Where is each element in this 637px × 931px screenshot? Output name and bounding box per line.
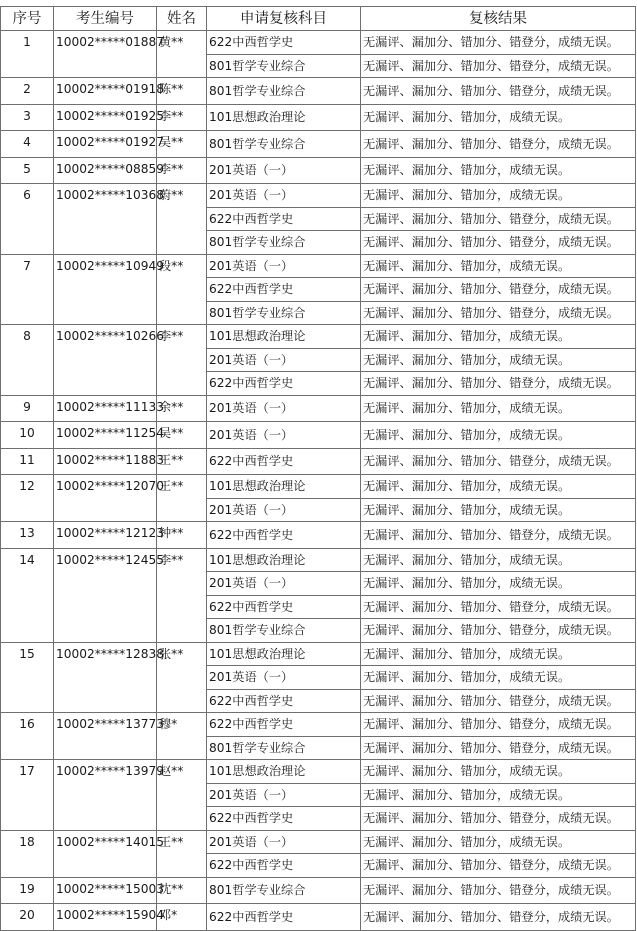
cell-subject: 801哲学专业综合 <box>207 78 361 105</box>
table-row <box>1 548 636 572</box>
cell-subject: 622中西哲学史 <box>207 522 361 549</box>
cell-name: 李** <box>157 104 207 131</box>
cell-subject: 801哲学专业综合 <box>207 131 361 158</box>
cell-subject: 622中西哲学史 <box>207 448 361 475</box>
table-row <box>1 325 636 349</box>
table-row <box>1 78 636 105</box>
cell-name: 陈** <box>157 78 207 105</box>
cell-seq: 9 <box>1 395 54 422</box>
cell-exam-id: 10002*****01887 <box>54 31 157 78</box>
cell-exam-id: 10002*****11883 <box>54 448 157 475</box>
cell-result: 无漏评、漏加分、错加分、错登分，成绩无误。 <box>361 78 636 105</box>
cell-subject: 201英语（一） <box>207 395 361 422</box>
cell-name: 钟** <box>157 522 207 549</box>
cell-exam-id: 10002*****11254 <box>54 422 157 449</box>
cell-subject: 101思想政治理论 <box>207 475 361 499</box>
cell-subject: 201英语（一） <box>207 830 361 854</box>
cell-seq: 5 <box>1 157 54 184</box>
cell-result: 无漏评、漏加分、错加分、错登分，成绩无误。 <box>361 231 636 255</box>
cell-name: 王** <box>157 830 207 877</box>
cell-subject: 622中西哲学史 <box>207 689 361 713</box>
cell-result: 无漏评、漏加分、错加分、错登分，成绩无误。 <box>361 736 636 760</box>
cell-seq: 3 <box>1 104 54 131</box>
cell-subject: 801哲学专业综合 <box>207 877 361 904</box>
cell-result: 无漏评、漏加分、错加分，成绩无误。 <box>361 104 636 131</box>
cell-name: 吴** <box>157 131 207 158</box>
table-row <box>1 184 636 208</box>
cell-subject: 101思想政治理论 <box>207 642 361 666</box>
table-row <box>1 904 636 931</box>
table-row <box>1 448 636 475</box>
cell-seq: 14 <box>1 548 54 642</box>
cell-result: 无漏评、漏加分、错加分，成绩无误。 <box>361 348 636 372</box>
table-row <box>1 475 636 499</box>
cell-name: 李** <box>157 325 207 396</box>
cell-name: 邓* <box>157 904 207 931</box>
header-seq: 序号 <box>1 7 54 31</box>
cell-subject: 201英语（一） <box>207 157 361 184</box>
cell-subject: 101思想政治理论 <box>207 548 361 572</box>
table-row <box>1 395 636 422</box>
table-row <box>1 157 636 184</box>
cell-exam-id: 10002*****12123 <box>54 522 157 549</box>
cell-result: 无漏评、漏加分、错加分，成绩无误。 <box>361 325 636 349</box>
cell-exam-id: 10002*****15003 <box>54 877 157 904</box>
cell-result: 无漏评、漏加分、错加分，成绩无误。 <box>361 760 636 784</box>
header-exam-id: 考生编号 <box>54 7 157 31</box>
table-row <box>1 254 636 278</box>
cell-subject: 201英语（一） <box>207 254 361 278</box>
cell-name: 吴** <box>157 422 207 449</box>
cell-subject: 622中西哲学史 <box>207 854 361 878</box>
header-row <box>1 7 636 31</box>
cell-result: 无漏评、漏加分、错加分、错登分，成绩无误。 <box>361 54 636 78</box>
table-row <box>1 422 636 449</box>
cell-result: 无漏评、漏加分、错加分、错登分，成绩无误。 <box>361 619 636 643</box>
cell-result: 无漏评、漏加分、错加分、错登分，成绩无误。 <box>361 372 636 396</box>
cell-seq: 11 <box>1 448 54 475</box>
cell-result: 无漏评、漏加分、错加分、错登分，成绩无误。 <box>361 448 636 475</box>
cell-name: 余** <box>157 395 207 422</box>
cell-subject: 622中西哲学史 <box>207 207 361 231</box>
cell-subject: 801哲学专业综合 <box>207 619 361 643</box>
cell-seq: 18 <box>1 830 54 877</box>
cell-result: 无漏评、漏加分、错加分，成绩无误。 <box>361 783 636 807</box>
cell-subject: 801哲学专业综合 <box>207 301 361 325</box>
cell-seq: 10 <box>1 422 54 449</box>
cell-seq: 15 <box>1 642 54 713</box>
cell-seq: 1 <box>1 31 54 78</box>
cell-subject: 622中西哲学史 <box>207 713 361 737</box>
cell-name: 赵** <box>157 760 207 831</box>
cell-subject: 201英语（一） <box>207 783 361 807</box>
cell-result: 无漏评、漏加分、错加分、错登分，成绩无误。 <box>361 207 636 231</box>
header-result: 复核结果 <box>361 7 636 31</box>
table-row <box>1 104 636 131</box>
cell-exam-id: 10002*****10949 <box>54 254 157 325</box>
table-row <box>1 830 636 854</box>
cell-subject: 101思想政治理论 <box>207 104 361 131</box>
table-row <box>1 522 636 549</box>
cell-subject: 622中西哲学史 <box>207 278 361 302</box>
cell-result: 无漏评、漏加分、错加分，成绩无误。 <box>361 184 636 208</box>
cell-subject: 201英语（一） <box>207 422 361 449</box>
cell-seq: 6 <box>1 184 54 255</box>
header-subject: 申请复核科目 <box>207 7 361 31</box>
cell-exam-id: 10002*****15904 <box>54 904 157 931</box>
cell-subject: 201英语（一） <box>207 184 361 208</box>
cell-result: 无漏评、漏加分、错加分、错登分，成绩无误。 <box>361 595 636 619</box>
cell-result: 无漏评、漏加分、错加分、错登分，成绩无误。 <box>361 301 636 325</box>
cell-result: 无漏评、漏加分、错加分，成绩无误。 <box>361 395 636 422</box>
cell-exam-id: 10002*****11133 <box>54 395 157 422</box>
cell-exam-id: 10002*****12838 <box>54 642 157 713</box>
cell-result: 无漏评、漏加分、错加分、错登分，成绩无误。 <box>361 854 636 878</box>
table-row <box>1 713 636 737</box>
cell-exam-id: 10002*****01918 <box>54 78 157 105</box>
cell-result: 无漏评、漏加分、错加分，成绩无误。 <box>361 642 636 666</box>
cell-result: 无漏评、漏加分、错加分，成绩无误。 <box>361 498 636 522</box>
cell-exam-id: 10002*****13979 <box>54 760 157 831</box>
cell-result: 无漏评、漏加分、错加分、错登分，成绩无误。 <box>361 713 636 737</box>
cell-subject: 622中西哲学史 <box>207 31 361 55</box>
cell-exam-id: 10002*****12455 <box>54 548 157 642</box>
cell-name: 段** <box>157 254 207 325</box>
cell-name: 沈** <box>157 877 207 904</box>
cell-exam-id: 10002*****14015 <box>54 830 157 877</box>
cell-result: 无漏评、漏加分、错加分、错登分，成绩无误。 <box>361 522 636 549</box>
cell-name: 李** <box>157 548 207 642</box>
header-name: 姓名 <box>157 7 207 31</box>
cell-name: 王** <box>157 448 207 475</box>
cell-name: 穆* <box>157 713 207 760</box>
cell-subject: 201英语（一） <box>207 572 361 596</box>
cell-seq: 20 <box>1 904 54 931</box>
table-row <box>1 131 636 158</box>
cell-result: 无漏评、漏加分、错加分、错登分，成绩无误。 <box>361 877 636 904</box>
cell-seq: 16 <box>1 713 54 760</box>
cell-name: 蔚** <box>157 184 207 255</box>
cell-result: 无漏评、漏加分、错加分，成绩无误。 <box>361 666 636 690</box>
cell-subject: 801哲学专业综合 <box>207 231 361 255</box>
cell-seq: 19 <box>1 877 54 904</box>
cell-exam-id: 10002*****10368 <box>54 184 157 255</box>
cell-exam-id: 10002*****13773 <box>54 713 157 760</box>
cell-seq: 4 <box>1 131 54 158</box>
cell-result: 无漏评、漏加分、错加分，成绩无误。 <box>361 548 636 572</box>
table-row <box>1 877 636 904</box>
cell-exam-id: 10002*****12070 <box>54 475 157 522</box>
cell-subject: 201英语（一） <box>207 498 361 522</box>
cell-result: 无漏评、漏加分、错加分、错登分，成绩无误。 <box>361 31 636 55</box>
cell-subject: 622中西哲学史 <box>207 807 361 831</box>
cell-seq: 8 <box>1 325 54 396</box>
cell-subject: 801哲学专业综合 <box>207 54 361 78</box>
cell-seq: 17 <box>1 760 54 831</box>
cell-result: 无漏评、漏加分、错加分，成绩无误。 <box>361 572 636 596</box>
cell-name: 李** <box>157 157 207 184</box>
cell-subject: 622中西哲学史 <box>207 595 361 619</box>
cell-result: 无漏评、漏加分、错加分，成绩无误。 <box>361 157 636 184</box>
cell-subject: 101思想政治理论 <box>207 325 361 349</box>
cell-seq: 2 <box>1 78 54 105</box>
cell-name: 黄** <box>157 31 207 78</box>
cell-exam-id: 10002*****01925 <box>54 104 157 131</box>
cell-result: 无漏评、漏加分、错加分，成绩无误。 <box>361 830 636 854</box>
table-body <box>1 31 636 931</box>
table-row <box>1 760 636 784</box>
cell-subject: 801哲学专业综合 <box>207 736 361 760</box>
cell-subject: 201英语（一） <box>207 666 361 690</box>
cell-result: 无漏评、漏加分、错加分，成绩无误。 <box>361 254 636 278</box>
cell-result: 无漏评、漏加分、错加分、错登分，成绩无误。 <box>361 904 636 931</box>
cell-seq: 12 <box>1 475 54 522</box>
cell-subject: 201英语（一） <box>207 348 361 372</box>
cell-result: 无漏评、漏加分、错加分、错登分，成绩无误。 <box>361 278 636 302</box>
cell-subject: 622中西哲学史 <box>207 904 361 931</box>
table-row <box>1 31 636 55</box>
cell-name: 王** <box>157 475 207 522</box>
cell-seq: 7 <box>1 254 54 325</box>
cell-exam-id: 10002*****10266 <box>54 325 157 396</box>
cell-result: 无漏评、漏加分、错加分、错登分，成绩无误。 <box>361 807 636 831</box>
cell-name: 张** <box>157 642 207 713</box>
cell-seq: 13 <box>1 522 54 549</box>
review-results-table <box>0 6 636 931</box>
cell-result: 无漏评、漏加分、错加分、错登分，成绩无误。 <box>361 689 636 713</box>
cell-subject: 101思想政治理论 <box>207 760 361 784</box>
cell-subject: 622中西哲学史 <box>207 372 361 396</box>
cell-result: 无漏评、漏加分、错加分、错登分，成绩无误。 <box>361 131 636 158</box>
cell-exam-id: 10002*****01927 <box>54 131 157 158</box>
cell-result: 无漏评、漏加分、错加分，成绩无误。 <box>361 422 636 449</box>
table-row <box>1 642 636 666</box>
cell-result: 无漏评、漏加分、错加分，成绩无误。 <box>361 475 636 499</box>
cell-exam-id: 10002*****08859 <box>54 157 157 184</box>
